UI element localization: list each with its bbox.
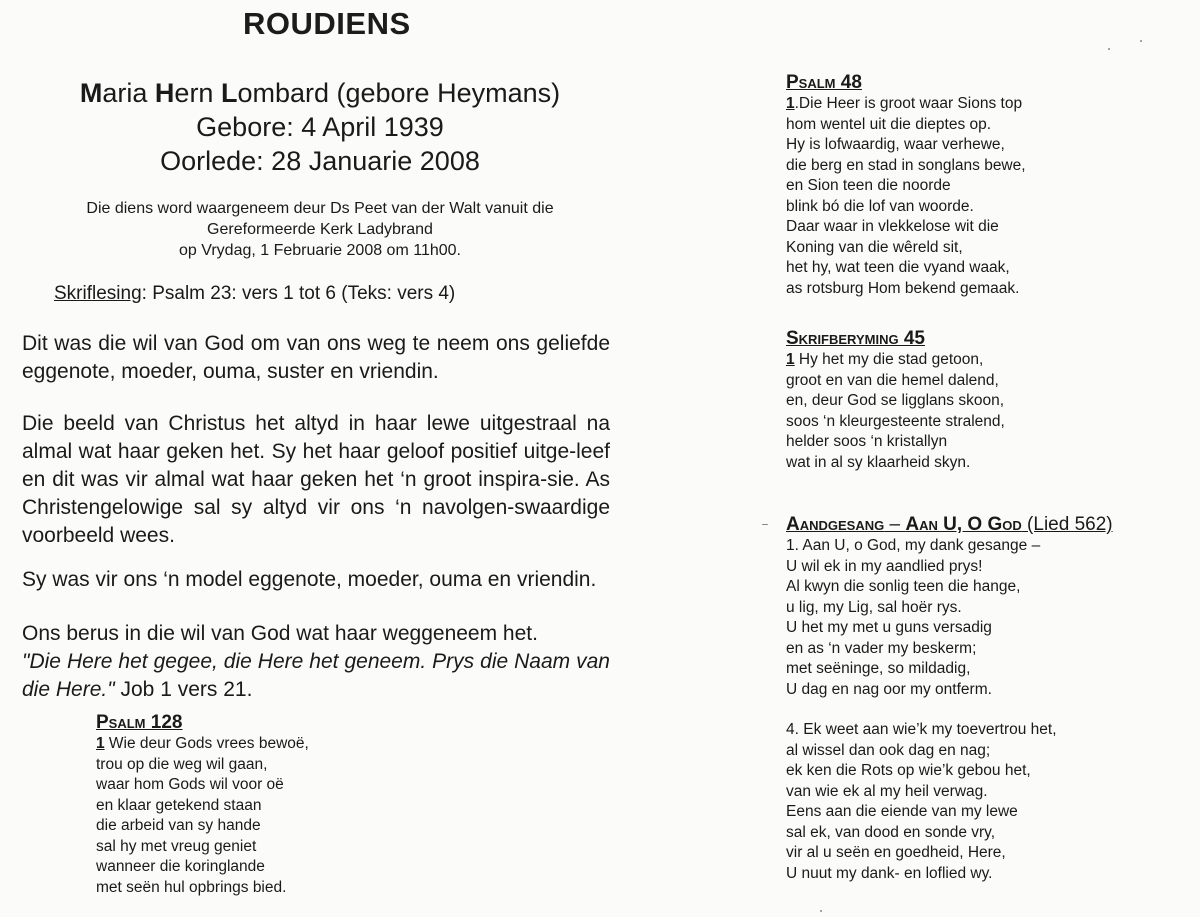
paragraph-4-line: Ons berus in die wil van God wat haar weggeneem het. [22, 622, 538, 645]
psalm-128-heading: Psalm 128 [96, 712, 183, 733]
aandgesang [786, 514, 1113, 884]
scripture-reading-label: Skriflesing [54, 283, 142, 304]
scripture-reading [54, 283, 455, 305]
bible-reference: Job 1 vers 21. [114, 678, 253, 701]
aandgesang-verse-1: 1. Aan U, o God, my dank gesange – U wil ek in my aandlied prys! Al kwyn die sonlig teen die hange, u lig, my Lig, sal hoër rys. U het my met u guns versadig en as ‘n vader my beskerm; met seëninge, so mildadig, U dag en nag oor my ontferm. [786, 537, 1041, 698]
scripture-reading-text: : Psalm 23: vers 1 tot 6 (Teks: vers 4) [141, 283, 456, 304]
psalm-128 [96, 712, 309, 898]
service-line: Die diens word waargeneem deur Ds Peet van der Walt vanuit die [86, 200, 554, 217]
paragraph-3: Sy was vir ons ‘n model eggenote, moeder, ouma en vriendin. [22, 568, 597, 591]
page-title: ROUDIENS [243, 6, 411, 41]
service-line: Gereformeerde Kerk Ladybrand [207, 221, 433, 238]
death-date: Oorlede: 28 Januarie 2008 [160, 146, 480, 176]
deceased-name: Maria Hern Lombard (gebore Heymans) [79, 78, 561, 108]
psalm-48 [786, 72, 1026, 299]
psalm-128-verse: 1 Wie deur Gods vrees bewoë, trou op die weg wil gaan, waar hom Gods wil voor oë en klaar getekend staan die arbeid van sy hande sal hy met vreug geniet wanneer die koringlande met seën hul opbrings bied. [96, 735, 309, 896]
psalm-48-heading: Psalm 48 [786, 72, 862, 93]
birth-date: Gebore: 4 April 1939 [196, 112, 444, 142]
skrifberyming-45-verse: 1 Hy het my die stad getoon, groot en van die hemel dalend, en, deur God se ligglans skoon, soos ‘n kleurgesteente stralend, helder soos ‘n kristallyn wat in al sy klaarheid skyn. [786, 351, 1005, 471]
scan-speck [820, 910, 822, 912]
service-details [40, 198, 600, 261]
scan-speck [762, 524, 768, 525]
paragraph-4 [22, 620, 610, 704]
skrifberyming-45-heading: Skrifberyming 45 [786, 328, 925, 349]
paragraph-1: Dit was die wil van God om van ons weg te neem ons geliefde eggenote, moeder, ouma, suster en vriendin. [22, 332, 610, 383]
service-line: op Vrydag, 1 Februarie 2008 om 11h00. [179, 242, 461, 259]
scan-speck [1140, 40, 1142, 42]
paragraph-2: Die beeld van Christus het altyd in haar lewe uitgestraal na almal wat haar geken het. Sy het haar geloof positief uitge-leef en dit was vir almal wat haar geken het ‘n groot inspira-sie. As Christengelowige sal sy altyd vir ons ‘n navolgen-swaardige voorbeeld wees. [22, 412, 610, 547]
bible-quote: "Die Here het gegee, die Here het geneem. Prys die Naam van die Here." [22, 650, 610, 701]
scan-speck [1108, 48, 1110, 50]
skrifberyming-45 [786, 328, 1005, 473]
psalm-48-verse: 1.Die Heer is groot waar Sions top hom wentel uit die dieptes op. Hy is lofwaardig, waar verhewe, die berg en stad in songlans bewe, en Sion teen die noorde blink bó die lof van woorde. Daar waar in vlekkelose wit die Koning van die wêreld sit, het hy, wat teen die vyand waak, as rotsburg Hom bekend gemaak. [786, 95, 1026, 297]
aandgesang-verse-4: 4. Ek weet aan wie’k my toevertrou het, al wissel dan ook dag en nag; ek ken die Rots op wie’k gebou het, van wie ek al my heil verwag. Eens aan die eiende van my lewe sal ek, van dood en sonde vry, vir al u seën en goedheid, Here, U nuut my dank- en loflied wy. [786, 721, 1057, 882]
aandgesang-heading: Aandgesang – Aan U, O God (Lied 562) [786, 514, 1113, 535]
